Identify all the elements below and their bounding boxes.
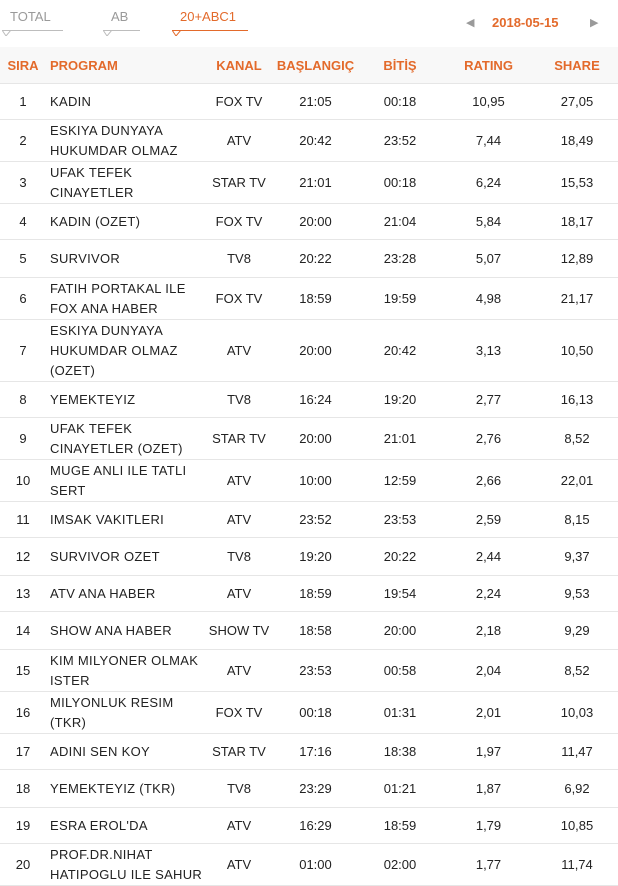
- kanal-cell: FOX TV: [206, 204, 272, 240]
- program-cell: [46, 162, 206, 204]
- program-line: CINAYETLER (OZET): [50, 440, 183, 456]
- program-cell: [46, 460, 206, 502]
- rating-cell: 2,77: [441, 382, 536, 418]
- rating-cell: 5,07: [441, 240, 536, 278]
- program-line: ESKIYA DUNYAYA: [50, 122, 164, 138]
- table-row[interactable]: [0, 576, 618, 612]
- program-line: SHOW ANA HABER: [50, 622, 172, 638]
- table-row[interactable]: [0, 240, 618, 278]
- bitis-cell: 02:00: [359, 844, 441, 886]
- share-cell: 10,85: [536, 808, 618, 844]
- program-line: FATIH PORTAKAL ILE: [50, 280, 186, 296]
- program-line: SURVIVOR OZET: [50, 548, 160, 564]
- kanal-cell: FOX TV: [206, 278, 272, 320]
- program-cell: [46, 204, 206, 240]
- sira-cell: 11: [0, 502, 46, 538]
- kanal-cell: ATV: [206, 844, 272, 886]
- share-cell: 10,50: [536, 320, 618, 382]
- kanal-cell: TV8: [206, 240, 272, 278]
- table-row[interactable]: [0, 650, 618, 692]
- program-line: HATIPOGLU ILE SAHUR: [50, 866, 203, 882]
- bitis-cell: 01:31: [359, 692, 441, 734]
- bitis-cell: 21:04: [359, 204, 441, 240]
- ratings-table: [0, 47, 618, 886]
- table-header-row: [0, 47, 618, 84]
- sira-cell: 16: [0, 692, 46, 734]
- rating-cell: 2,18: [441, 612, 536, 650]
- share-cell: 18,17: [536, 204, 618, 240]
- share-cell: 11,47: [536, 734, 618, 770]
- program-cell: [46, 502, 206, 538]
- table-row[interactable]: [0, 204, 618, 240]
- rating-cell: 5,84: [441, 204, 536, 240]
- rating-cell: 3,13: [441, 320, 536, 382]
- baslangic-cell: 00:18: [272, 692, 359, 734]
- program-cell: [46, 382, 206, 418]
- kanal-cell: ATV: [206, 120, 272, 162]
- table-row[interactable]: [0, 770, 618, 808]
- tab-corner-icon: [172, 30, 181, 36]
- share-cell: 8,52: [536, 418, 618, 460]
- program-cell: [46, 320, 206, 382]
- table-row[interactable]: [0, 844, 618, 886]
- program-cell: [46, 734, 206, 770]
- program-cell: [46, 808, 206, 844]
- kanal-cell: STAR TV: [206, 418, 272, 460]
- sira-cell: 13: [0, 576, 46, 612]
- baslangic-cell: 16:29: [272, 808, 359, 844]
- kanal-cell: TV8: [206, 538, 272, 576]
- date-navigator: [458, 13, 618, 33]
- share-cell: 15,53: [536, 162, 618, 204]
- program-line: MUGE ANLI ILE TATLI: [50, 462, 187, 478]
- sira-cell: 17: [0, 734, 46, 770]
- program-line: SERT: [50, 482, 86, 498]
- kanal-cell: ATV: [206, 650, 272, 692]
- program-line: PROF.DR.NIHAT: [50, 846, 153, 862]
- share-cell: 9,53: [536, 576, 618, 612]
- tab-total[interactable]: [10, 9, 51, 28]
- share-cell: 9,37: [536, 538, 618, 576]
- rating-cell: 10,95: [441, 84, 536, 120]
- program-cell: [46, 538, 206, 576]
- bitis-cell: 23:52: [359, 120, 441, 162]
- program-line: FOX ANA HABER: [50, 300, 158, 316]
- baslangic-cell: 20:00: [272, 418, 359, 460]
- share-cell: 22,01: [536, 460, 618, 502]
- rating-cell: 1,79: [441, 808, 536, 844]
- header-share[interactable]: SHARE: [536, 47, 618, 84]
- rating-cell: 1,87: [441, 770, 536, 808]
- bitis-cell: 18:38: [359, 734, 441, 770]
- kanal-cell: SHOW TV: [206, 612, 272, 650]
- kanal-cell: STAR TV: [206, 734, 272, 770]
- table-row[interactable]: [0, 84, 618, 120]
- share-cell: 11,74: [536, 844, 618, 886]
- table-row[interactable]: [0, 734, 618, 770]
- baslangic-cell: 16:24: [272, 382, 359, 418]
- sira-cell: 3: [0, 162, 46, 204]
- program-line: (TKR): [50, 714, 87, 730]
- tab-corner-icon: [103, 30, 112, 36]
- share-cell: 18,49: [536, 120, 618, 162]
- program-line: UFAK TEFEK: [50, 420, 133, 436]
- kanal-cell: ATV: [206, 808, 272, 844]
- bitis-cell: 00:18: [359, 162, 441, 204]
- share-cell: 9,29: [536, 612, 618, 650]
- program-cell: [46, 84, 206, 120]
- program-line: CINAYETLER: [50, 184, 134, 200]
- table-row[interactable]: [0, 120, 618, 162]
- table-row[interactable]: [0, 612, 618, 650]
- program-line: HUKUMDAR OLMAZ: [50, 342, 178, 358]
- tab-corner-icon: [2, 30, 11, 36]
- tab-label: AB: [111, 9, 129, 24]
- kanal-cell: FOX TV: [206, 84, 272, 120]
- bitis-cell: 20:42: [359, 320, 441, 382]
- table-row[interactable]: [0, 162, 618, 204]
- bitis-cell: 21:01: [359, 418, 441, 460]
- baslangic-cell: 21:01: [272, 162, 359, 204]
- tab-20-abc1[interactable]: [180, 9, 236, 28]
- program-cell: [46, 120, 206, 162]
- program-cell: [46, 770, 206, 808]
- share-cell: 21,17: [536, 278, 618, 320]
- rating-cell: 2,59: [441, 502, 536, 538]
- kanal-cell: ATV: [206, 320, 272, 382]
- program-cell: [46, 650, 206, 692]
- program-cell: [46, 612, 206, 650]
- program-line: ESRA EROL'DA: [50, 817, 148, 833]
- program-cell: [46, 844, 206, 886]
- sira-cell: 5: [0, 240, 46, 278]
- baslangic-cell: 18:58: [272, 612, 359, 650]
- program-line: HUKUMDAR OLMAZ: [50, 142, 178, 158]
- program-line: KADIN (OZET): [50, 213, 141, 229]
- sira-cell: 9: [0, 418, 46, 460]
- table-row[interactable]: [0, 320, 618, 382]
- sira-cell: 2: [0, 120, 46, 162]
- share-cell: 12,89: [536, 240, 618, 278]
- share-cell: 27,05: [536, 84, 618, 120]
- selected-date: 2018-05-15: [492, 15, 559, 30]
- baslangic-cell: 21:05: [272, 84, 359, 120]
- bitis-cell: 23:28: [359, 240, 441, 278]
- baslangic-cell: 18:59: [272, 576, 359, 612]
- bitis-cell: 19:20: [359, 382, 441, 418]
- bitis-cell: 20:22: [359, 538, 441, 576]
- baslangic-cell: 23:52: [272, 502, 359, 538]
- program-line: SURVIVOR: [50, 250, 121, 266]
- tab-label: 20+ABC1: [180, 9, 237, 24]
- bitis-cell: 01:21: [359, 770, 441, 808]
- bitis-cell: 19:54: [359, 576, 441, 612]
- sira-cell: 15: [0, 650, 46, 692]
- baslangic-cell: 01:00: [272, 844, 359, 886]
- tab-underline: [172, 30, 248, 31]
- table-row[interactable]: [0, 418, 618, 460]
- sira-cell: 1: [0, 84, 46, 120]
- kanal-cell: ATV: [206, 576, 272, 612]
- sira-cell: 12: [0, 538, 46, 576]
- sira-cell: 19: [0, 808, 46, 844]
- share-cell: 10,03: [536, 692, 618, 734]
- kanal-cell: TV8: [206, 382, 272, 418]
- header-bitis[interactable]: BİTİŞ: [359, 47, 441, 84]
- table-row[interactable]: [0, 538, 618, 576]
- program-line: YEMEKTEYIZ (TKR): [50, 780, 176, 796]
- share-cell: 6,92: [536, 770, 618, 808]
- kanal-cell: STAR TV: [206, 162, 272, 204]
- kanal-cell: ATV: [206, 460, 272, 502]
- rating-cell: 2,66: [441, 460, 536, 502]
- program-cell: [46, 418, 206, 460]
- bitis-cell: 00:18: [359, 84, 441, 120]
- header-baslangic[interactable]: BAŞLANGIÇ: [272, 47, 359, 84]
- rating-cell: 2,24: [441, 576, 536, 612]
- kanal-cell: FOX TV: [206, 692, 272, 734]
- program-line: KIM MILYONER OLMAK: [50, 652, 199, 668]
- header-rating[interactable]: RATING: [441, 47, 536, 84]
- rating-cell: 2,76: [441, 418, 536, 460]
- baslangic-cell: 17:16: [272, 734, 359, 770]
- sira-cell: 20: [0, 844, 46, 886]
- baslangic-cell: 18:59: [272, 278, 359, 320]
- chevron-right-icon[interactable]: ▶: [590, 17, 599, 29]
- program-cell: [46, 692, 206, 734]
- baslangic-cell: 10:00: [272, 460, 359, 502]
- rating-cell: 6,24: [441, 162, 536, 204]
- header-kanal[interactable]: KANAL: [206, 47, 272, 84]
- table-body: [0, 84, 618, 886]
- share-cell: 8,52: [536, 650, 618, 692]
- bitis-cell: 00:58: [359, 650, 441, 692]
- table-row[interactable]: [0, 460, 618, 502]
- top-bar: [0, 0, 618, 47]
- tab-label: TOTAL: [10, 9, 51, 24]
- rating-cell: 4,98: [441, 278, 536, 320]
- rating-cell: 2,01: [441, 692, 536, 734]
- program-line: ADINI SEN KOY: [50, 743, 150, 759]
- program-line: YEMEKTEYIZ: [50, 391, 136, 407]
- baslangic-cell: 23:29: [272, 770, 359, 808]
- sira-cell: 10: [0, 460, 46, 502]
- baslangic-cell: 19:20: [272, 538, 359, 576]
- rating-cell: 1,97: [441, 734, 536, 770]
- share-cell: 8,15: [536, 502, 618, 538]
- tab-ab[interactable]: [111, 9, 128, 28]
- baslangic-cell: 20:22: [272, 240, 359, 278]
- program-line: MILYONLUK RESIM: [50, 694, 174, 710]
- share-cell: 16,13: [536, 382, 618, 418]
- program-line: (OZET): [50, 362, 96, 378]
- sira-cell: 14: [0, 612, 46, 650]
- header-sira[interactable]: SIRA: [0, 47, 46, 84]
- table-row[interactable]: [0, 502, 618, 538]
- header-program[interactable]: PROGRAM: [46, 47, 206, 84]
- baslangic-cell: 20:00: [272, 204, 359, 240]
- sira-cell: 18: [0, 770, 46, 808]
- sira-cell: 7: [0, 320, 46, 382]
- baslangic-cell: 20:42: [272, 120, 359, 162]
- bitis-cell: 12:59: [359, 460, 441, 502]
- program-cell: [46, 240, 206, 278]
- bitis-cell: 18:59: [359, 808, 441, 844]
- sira-cell: 8: [0, 382, 46, 418]
- table-row[interactable]: [0, 692, 618, 734]
- kanal-cell: ATV: [206, 502, 272, 538]
- program-line: UFAK TEFEK: [50, 164, 133, 180]
- sira-cell: 6: [0, 278, 46, 320]
- program-cell: [46, 278, 206, 320]
- rating-cell: 7,44: [441, 120, 536, 162]
- program-line: ATV ANA HABER: [50, 585, 156, 601]
- bitis-cell: 19:59: [359, 278, 441, 320]
- table-row[interactable]: [0, 808, 618, 844]
- tab-underline: [2, 30, 63, 31]
- table-row[interactable]: [0, 278, 618, 320]
- chevron-left-icon[interactable]: ◀: [466, 17, 475, 29]
- program-line: ISTER: [50, 672, 90, 688]
- table-row[interactable]: [0, 382, 618, 418]
- program-line: ESKIYA DUNYAYA: [50, 322, 164, 338]
- bitis-cell: 20:00: [359, 612, 441, 650]
- rating-cell: 1,77: [441, 844, 536, 886]
- program-line: KADIN: [50, 93, 92, 109]
- program-cell: [46, 576, 206, 612]
- baslangic-cell: 23:53: [272, 650, 359, 692]
- rating-cell: 2,44: [441, 538, 536, 576]
- rating-cell: 2,04: [441, 650, 536, 692]
- bitis-cell: 23:53: [359, 502, 441, 538]
- baslangic-cell: 20:00: [272, 320, 359, 382]
- program-line: IMSAK VAKITLERI: [50, 511, 165, 527]
- sira-cell: 4: [0, 204, 46, 240]
- kanal-cell: TV8: [206, 770, 272, 808]
